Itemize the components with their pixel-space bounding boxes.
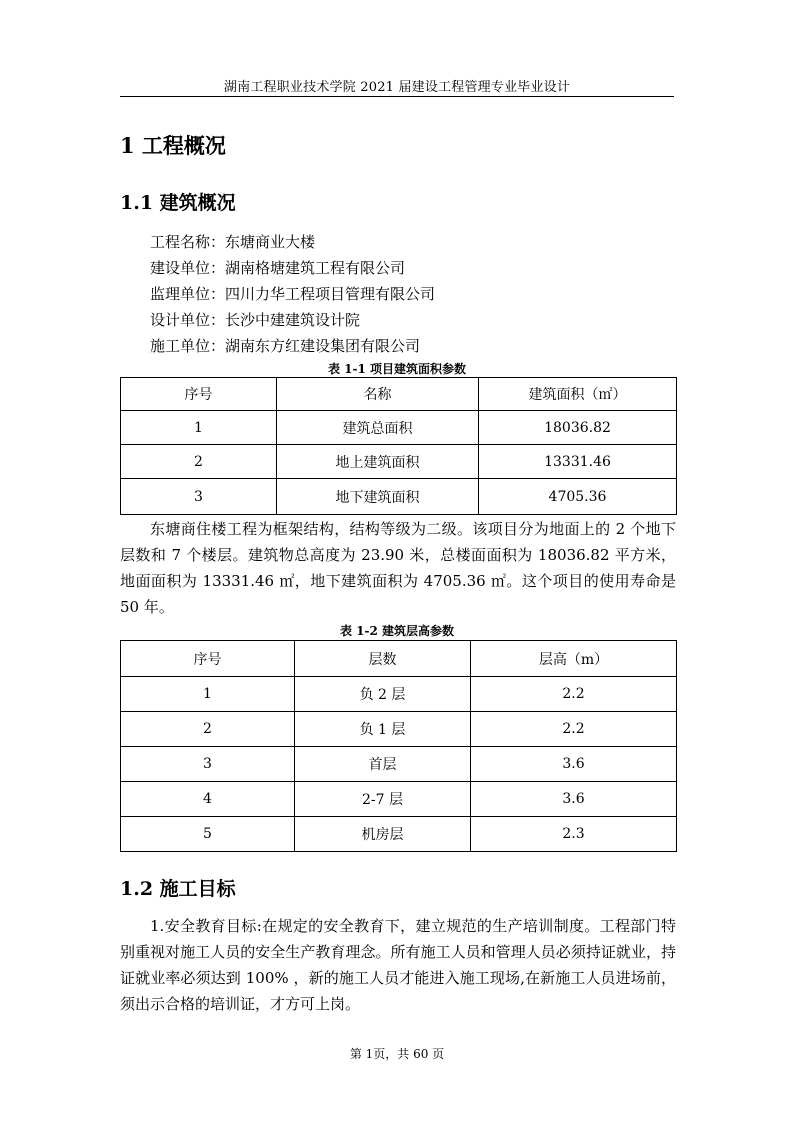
table-cell: 地上建筑面积 bbox=[277, 445, 479, 479]
table-row bbox=[121, 411, 677, 445]
table-header-row bbox=[121, 641, 677, 677]
table-2-caption: 表 1-2 建筑层高参数 bbox=[339, 624, 455, 638]
table-cell: 18036.82 bbox=[479, 411, 677, 445]
page-header: 湖南工程职业技术学院 2021 届建设工程管理专业毕业设计 bbox=[223, 80, 571, 95]
table-header-cell: 层数 bbox=[295, 641, 471, 677]
table-cell: 首层 bbox=[295, 747, 471, 782]
table-cell: 2.2 bbox=[471, 712, 677, 747]
table-cell: 2-7 层 bbox=[295, 782, 471, 817]
overview-paragraph bbox=[120, 516, 676, 620]
info-project-name: 工程名称：东塘商业大楼 bbox=[150, 233, 316, 251]
table-cell: 1 bbox=[121, 411, 277, 445]
page-footer: 第 1页，共 60 页 bbox=[349, 1047, 445, 1061]
table-cell: 4 bbox=[121, 782, 295, 817]
info-supervisor: 监理单位：四川力华工程项目管理有限公司 bbox=[150, 285, 436, 303]
table-row bbox=[121, 782, 677, 817]
chapter-title: 1 工程概况 bbox=[120, 133, 226, 158]
table-header-cell: 序号 bbox=[121, 641, 295, 677]
table-row bbox=[121, 712, 677, 747]
table-row bbox=[121, 677, 677, 712]
table-row bbox=[121, 817, 677, 852]
table-header-row bbox=[121, 378, 677, 411]
table-row bbox=[121, 445, 677, 479]
header-rule bbox=[120, 96, 674, 97]
table-cell: 5 bbox=[121, 817, 295, 852]
table-header-cell: 序号 bbox=[121, 378, 277, 411]
table-cell: 2.2 bbox=[471, 677, 677, 712]
info-builder: 建设单位：湖南格塘建筑工程有限公司 bbox=[150, 259, 406, 277]
section-title-1-1: 1.1 建筑概况 bbox=[120, 192, 236, 214]
table-cell: 2.3 bbox=[471, 817, 677, 852]
table-floor-heights bbox=[120, 640, 677, 852]
section-title-1-2: 1.2 施工目标 bbox=[120, 878, 236, 900]
info-designer: 设计单位：长沙中建建筑设计院 bbox=[150, 311, 361, 329]
table-header-cell: 名称 bbox=[277, 378, 479, 411]
table-cell: 13331.46 bbox=[479, 445, 677, 479]
table-cell: 3 bbox=[121, 747, 295, 782]
safety-goal-paragraph-text: 1.安全教育目标:在规定的安全教育下，建立规范的生产培训制度。工程部门特别重视对施工人员的安全生产教育理念。所有施工人员和管理人员必须持证就业，持证就业率必须达到 100% ，新的施工人员才能进入施工现场,在新施工人员进场前，须出示合格的培训证，才方可上岗。 bbox=[120, 917, 676, 1013]
table-cell: 3.6 bbox=[471, 782, 677, 817]
table-cell: 地下建筑面积 bbox=[277, 479, 479, 515]
safety-goal-paragraph bbox=[120, 913, 676, 1017]
table-area-params bbox=[120, 377, 677, 515]
table-cell: 3.6 bbox=[471, 747, 677, 782]
table-cell: 负 2 层 bbox=[295, 677, 471, 712]
table-row bbox=[121, 479, 677, 515]
table-cell: 2 bbox=[121, 445, 277, 479]
table-cell: 建筑总面积 bbox=[277, 411, 479, 445]
table-cell: 2 bbox=[121, 712, 295, 747]
table-cell: 负 1 层 bbox=[295, 712, 471, 747]
table-row bbox=[121, 747, 677, 782]
table-header-cell: 建筑面积（㎡） bbox=[479, 378, 677, 411]
table-1-caption: 表 1-1 项目建筑面积参数 bbox=[327, 362, 467, 376]
table-header-cell: 层高（m） bbox=[471, 641, 677, 677]
table-cell: 1 bbox=[121, 677, 295, 712]
overview-paragraph-text: 东塘商住楼工程为框架结构，结构等级为二级。该项目分为地面上的 2 个地下层数和 7 个楼层。建筑物总高度为 23.90 米，总楼面面积为 18036.82 平方米，地面面积为 13331.46 ㎡，地下建筑面积为 4705.36 ㎡。这个项目的使用寿命是 50 年。 bbox=[120, 520, 676, 616]
table-cell: 机房层 bbox=[295, 817, 471, 852]
info-contractor: 施工单位：湖南东方红建设集团有限公司 bbox=[150, 337, 421, 355]
table-cell: 3 bbox=[121, 479, 277, 515]
table-cell: 4705.36 bbox=[479, 479, 677, 515]
